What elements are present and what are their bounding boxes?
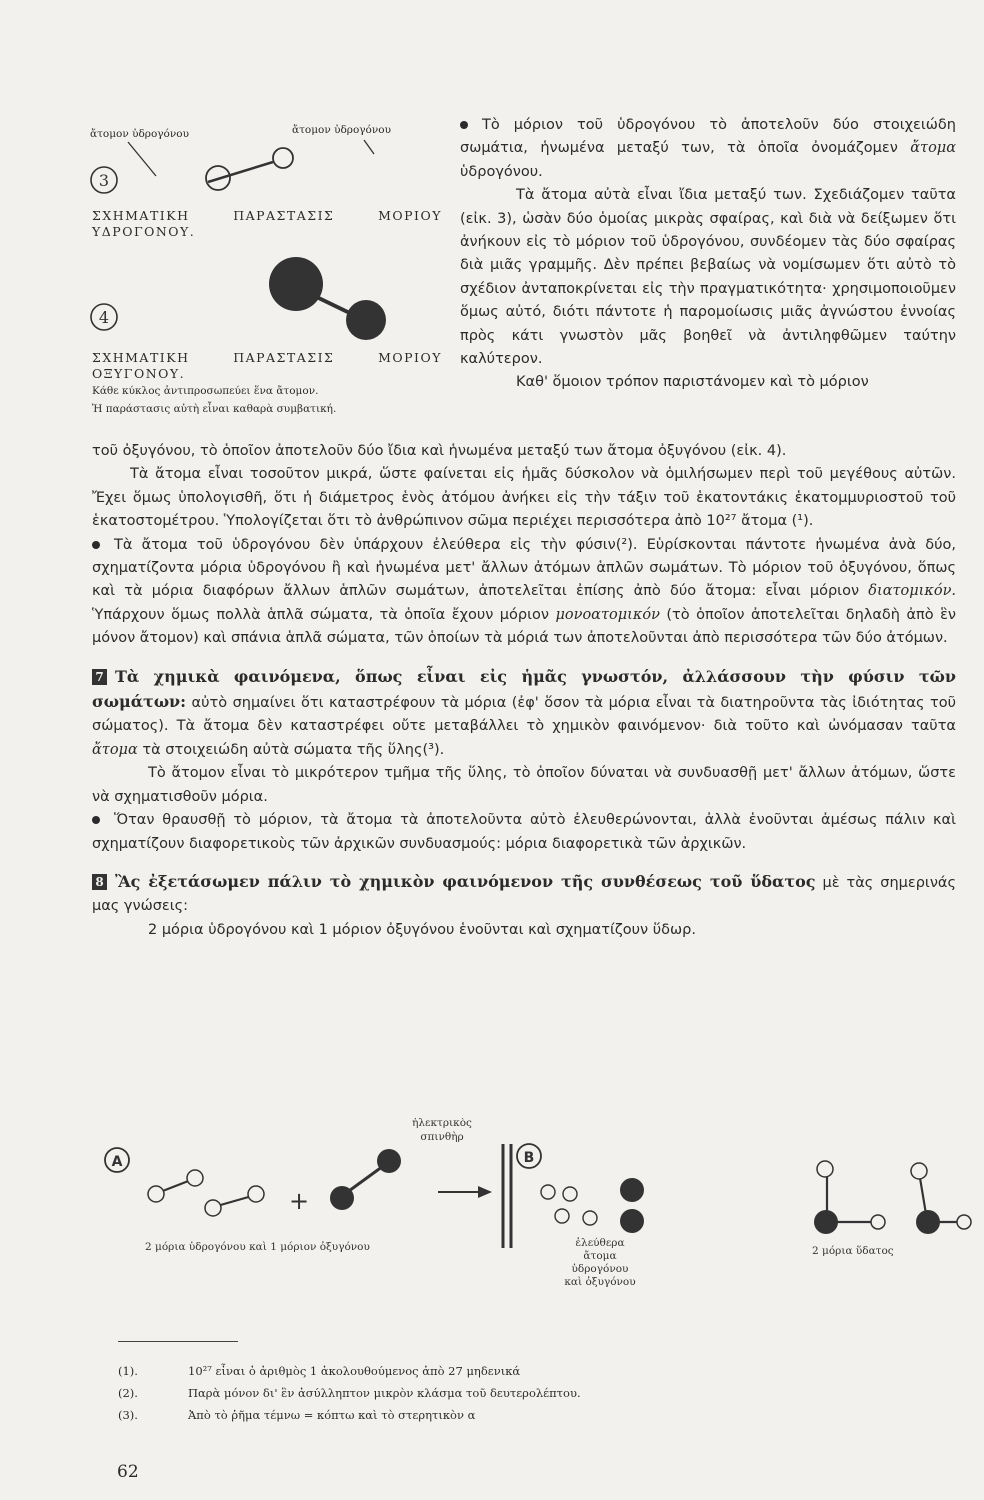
figure4-note-1: Κάθε κύκλος ἀντιπροσωπεύει ἕνα ἄτομον. [92, 385, 319, 397]
section-8: 8 Ἂς ἐξετάσωμεν πάλιν τὸ χημικὸν φαινόμενον τῆς συνθέσεως τοῦ ὕδατος μὲ τὰς σημερινάς μας γνώσεις: [92, 871, 956, 915]
spark-label-2: σπινθὴρ [420, 1131, 464, 1143]
free-atoms-2: ἄτομα [583, 1250, 617, 1262]
figure3-number: 3 [98, 171, 110, 190]
footnote-3: (3). Ἀπὸ τὸ ῥῆμα τέμνω = κόπτω καὶ τὸ στερητικὸν α [118, 1408, 476, 1422]
para-4: Τὰ ἄτομα εἶναι τοσοῦτον μικρά, ὥστε φαίνεται εἰς ἡμᾶς δύσκολον νὰ ὁμιλήσωμεν περὶ τοῦ μεγέθους αὐτῶν. Ἔχει ὅμως ὑπολογισθῆ, ὅτι ἡ διάμετρος ἑνὸς ἀτόμου ἀνήκει εἰς τὴν τάξιν τοῦ ἑκατοντάκις ἑκατομμυριοστοῦ τοῦ ἑκατοστομέτρου. Ὑπολογίζεται ὅτι τὸ ἀνθρώπινον σῶμα περιέχει περισσότερα ἀπὸ 10²⁷ ἄτομα (¹). [92, 466, 956, 530]
section-8-heading: Ἂς ἐξετάσωμεν πάλιν τὸ χημικὸν φαινόμενον τῆς συνθέσεως τοῦ ὕδατος [115, 871, 816, 891]
figure3-label-left: ἄτομον ὑδρογόνου [90, 128, 189, 140]
footnote-rule [118, 1341, 238, 1342]
section-7-para-2: Τὸ ἄτομον εἶναι τὸ μικρότερον τμῆμα τῆς ὕλης, τὸ ὁποῖον δύναται νὰ συνδυασθῇ μετ' ἄλλων ἀτόμων, ὥστε νὰ σχηματισθοῦν μόρια. [92, 765, 956, 805]
page-number: 62 [117, 1462, 139, 1482]
para-3-continued: τοῦ ὀξυγόνου, τὸ ὁποῖον ἀποτελοῦν δύο ἴδια καὶ ἡνωμένα μεταξύ των ἄτομα ὀξυγόνου (εἰκ. 4). [92, 443, 787, 459]
caption-water: 2 μόρια ὕδατος [812, 1245, 894, 1257]
right-column-text [460, 114, 956, 395]
bullet-icon [460, 121, 468, 129]
section-7-heading: Τὰ χημικὰ φαινόμενα, ὅπως εἶναι εἰς ἡμᾶς γνωστόν, ἀλλάσσουν τὴν φύσιν τῶν σωμάτων: [92, 666, 956, 712]
para-5: Τὰ ἄτομα τοῦ ὑδρογόνου δὲν ὑπάρχουν ἐλεύθερα εἰς τὴν φύσιν(²). Εὑρίσκονται πάντοτε ἡνωμένα ἀνὰ δύο, σχηματίζοντα μόρια ὑδρογόνου ἢ καὶ ἡνωμένα μετ' ἄλλων ἀτόμων ἁπλῶν σωμάτων. Τὸ μόριον τοῦ ὀξυγόνου, ὅπως καὶ τὰ μόρια διαφόρων ἄλλων ἁπλῶν σωμάτων, ἀποτελεῖται ἐπίσης ἀπὸ δύο ἄτομα: εἶναι μόριον διατομικόν. Ὑπάρχουν ὅμως πολλὰ ἁπλᾶ σώματα, τὰ ὁποῖα ἔχουν μόριον μονοατομικόν (τὸ ὁποῖον ἀποτελεῖται δηλαδὴ ἀπὸ ἓν μόνον ἄτομον) καὶ σπάνια ἁπλᾶ σώματα, τῶν ὁποίων τὰ μόριά των ἀποτελοῦνται ἀπὸ περισσότερα τῶν δύο ἀτόμων. [92, 536, 957, 647]
free-atoms-4: καὶ ὀξυγόνου [564, 1276, 636, 1288]
figure3-diagram [88, 136, 448, 206]
figure4-number: 4 [98, 308, 110, 327]
spark-label-1: ἠλεκτρικὸς [412, 1118, 472, 1129]
free-atoms-1: ἐλεύθερα [575, 1237, 625, 1249]
section-8-line: 2 μόρια ὑδρογόνου καὶ 1 μόριον ὀξυγόνου ἑνοῦνται καὶ σχηματίζουν ὕδωρ. [148, 921, 696, 938]
bullet-icon [92, 816, 100, 824]
bullet-icon [92, 541, 100, 549]
reaction-diagram [90, 1118, 980, 1308]
figure3-caption: ΣΧΗΜΑΤΙΚΗ ΠΑΡΑΣΤΑΣΙΣ ΜΟΡΙΟΥ ΥΔΡΟΓΟΝΟΥ. [92, 208, 442, 239]
figure4-diagram [88, 255, 448, 355]
free-atoms-3: ὑδρογόνου [571, 1263, 629, 1275]
section-8-number: 8 [92, 874, 107, 890]
figure4-caption: ΣΧΗΜΑΤΙΚΗ ΠΑΡΑΣΤΑΣΙΣ ΜΟΡΙΟΥ ΟΞΥΓΟΝΟΥ. [92, 350, 442, 381]
section-7: 7 Τὰ χημικὰ φαινόμενα, ὅπως εἶναι εἰς ἡμᾶς γνωστόν, ἀλλάσσουν τὴν φύσιν τῶν σωμάτων: αὐτὸ σημαίνει ὅτι καταστρέφουν τὰ μόρια (ἐφ' ὅσον τὰ μόρια εἶναι τὰ διατηροῦντα τὰς ἰδιότητας τοῦ σώματος). Τὰ ἄτομα δὲν καταστρέφει οὔτε μεταβάλλει τὸ χημικὸν φαινόμενον· διὰ τοῦτο καὶ ὠνόμασαν ταῦτα ἄτομα τὰ στοιχειώδη αὐτὰ σώματα τῆς ὕλης(³). [92, 666, 956, 758]
right-para-1: Τὸ μόριον τοῦ ὑδρογόνου τὸ ἀποτελοῦν δύο στοιχειώδη σωμάτια, ἡνωμένα μεταξύ των, τὰ ὁποῖα ὀνομάζομεν ἄτομα ὑδρογόνου. [460, 117, 957, 180]
right-para-3-start: Καθ' ὅμοιον τρόπον παριστάνομεν καὶ τὸ μόριον [516, 374, 869, 391]
label-A: A [111, 1154, 123, 1170]
footnote-1: (1). 10²⁷ εἶναι ὁ ἀριθμὸς 1 ἀκολουθούμενος ἀπὸ 27 μηδενικά [118, 1364, 521, 1378]
figure3-label-right: ἄτομον ὑδρογόνου [292, 124, 391, 136]
figure4-note-2: Ἡ παράστασις αὐτὴ εἶναι καθαρὰ συμβατική. [92, 403, 337, 415]
plus-sign: + [288, 1187, 310, 1215]
label-B: B [523, 1150, 535, 1166]
caption-A: 2 μόρια ὑδρογόνου καὶ 1 μόριον ὀξυγόνου [145, 1241, 370, 1253]
section-7-para-3: Ὅταν θραυσθῇ τὸ μόριον, τὰ ἄτομα τὰ ἀποτελοῦντα αὐτὸ ἐλευθερώνονται, ἀλλὰ ἑνοῦνται ἀμέσως πάλιν καὶ σχηματίζουν διαφορετικοὺς τῶν ἀρχικῶν συνδυασμούς: μόρια διαφορετικὰ τῶν ἀρχικῶν. [92, 812, 956, 852]
right-para-2: Τὰ ἄτομα αὐτὰ εἶναι ἴδια μεταξύ των. Σχεδιάζομεν ταῦτα (εἰκ. 3), ὡσὰν δύο ὁμοίας μικρὰς σφαίρας, καὶ διὰ νὰ δείξωμεν ὅτι ἀνήκουν εἰς τὸ μόριον τοῦ ὑδρογόνου, συνδέομεν τὰς δύο σφαίρας διὰ μιᾶς γραμμῆς. Δὲν πρέπει βεβαίως νὰ νομίσωμεν ὅτι αὐτὸ τὸ σχέδιον ἀνταποκρίνεται εἰς τὴν πραγματικότητα· χρησιμοποιοῦμεν ὅμως αὐτό, διότι πάντοτε ἡ παρομοίωσις μιᾶς ἀγνώστου ἐννοίας πρὸς κάτι γνωστὸν μᾶς βοηθεῖ νὰ ἀντιληφθῶμεν ταύτην καλύτερον. [460, 187, 956, 368]
section-7-number: 7 [92, 669, 107, 685]
body-text [92, 440, 956, 942]
footnote-2: (2). Παρὰ μόνον δι' ἓν ἀσύλληπτον μικρὸν κλάσμα τοῦ δευτερολέπτου. [118, 1386, 581, 1400]
